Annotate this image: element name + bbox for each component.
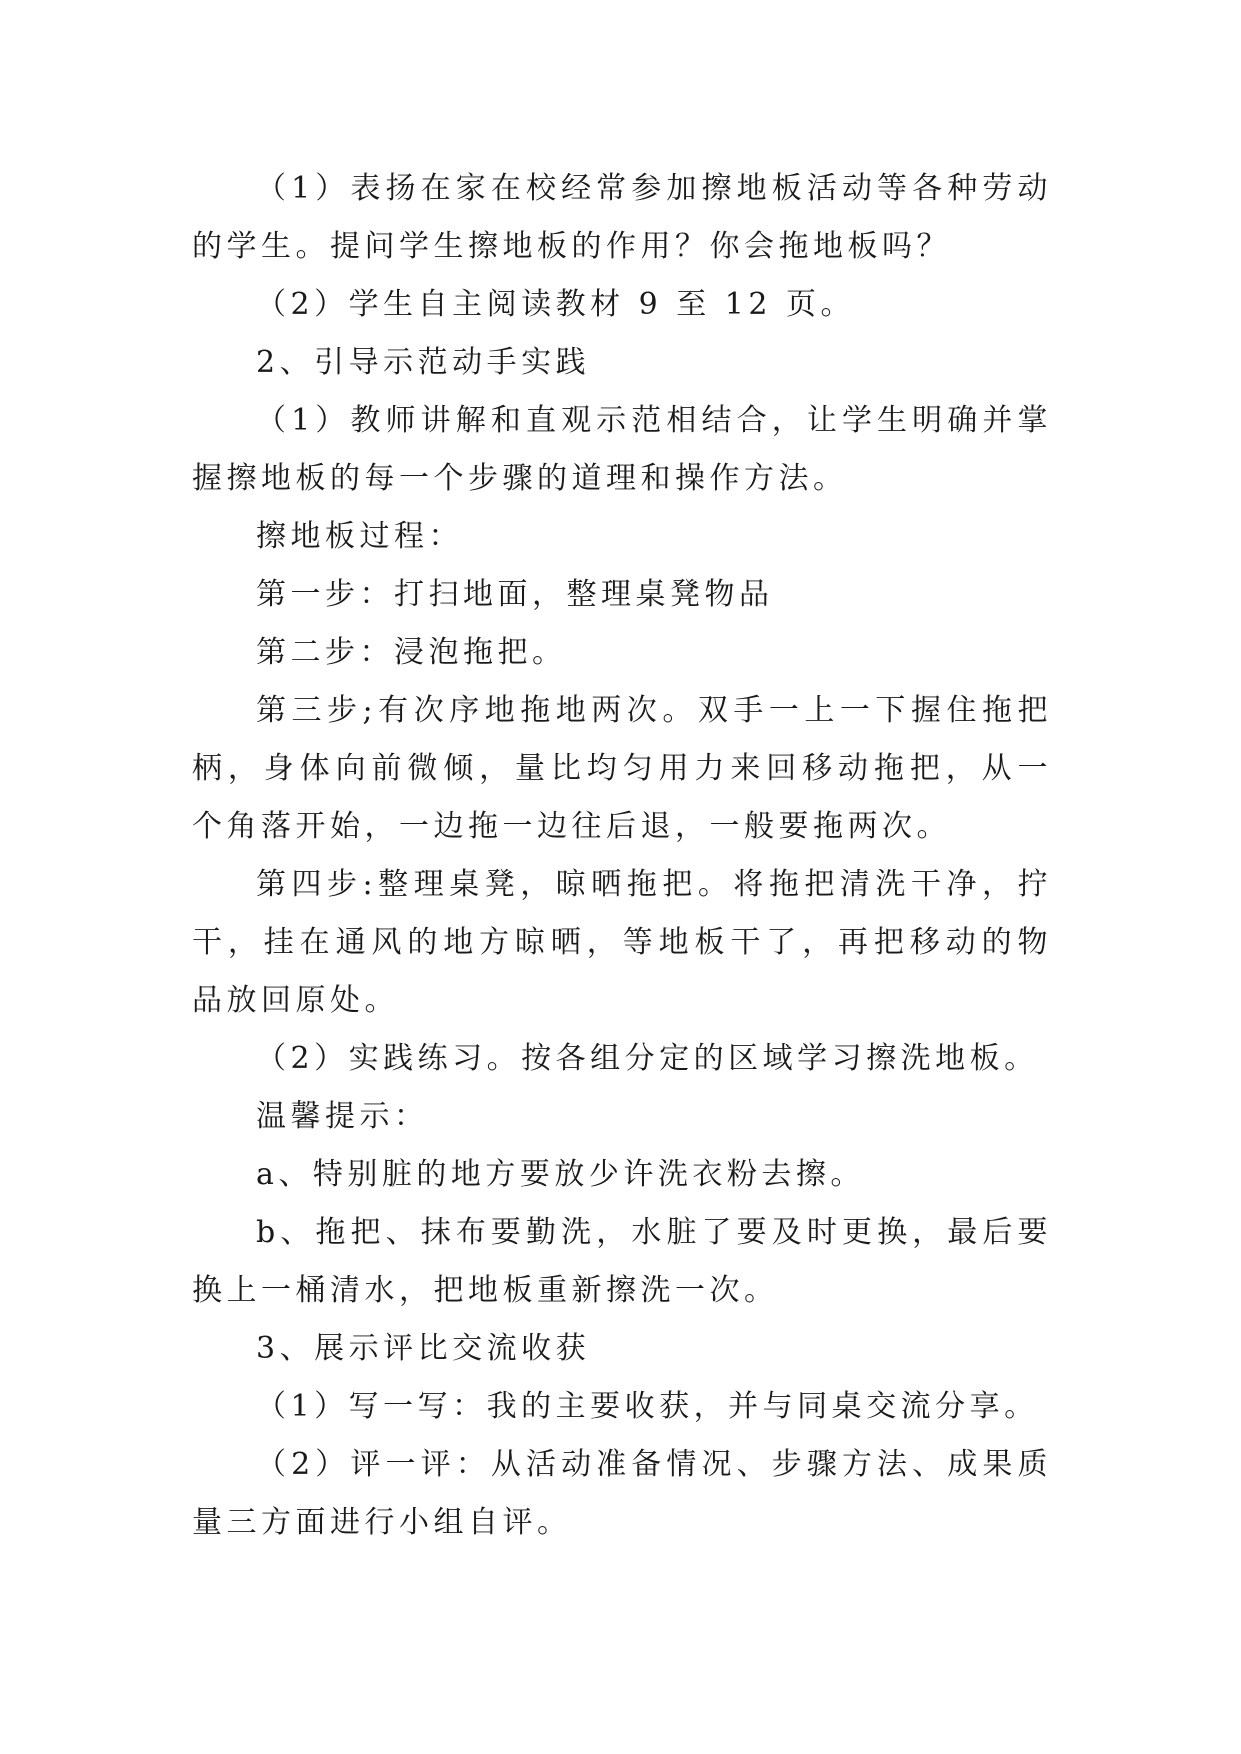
paragraph-praise-students: （1）表扬在家在校经常参加擦地板活动等各种劳动的学生。提问学生擦地板的作用？你会拖地板吗？ xyxy=(192,171,1052,264)
paragraph-process-label: 擦地板过程： xyxy=(256,519,463,554)
paragraph-write: （1）写一写：我的主要收获，并与同桌交流分享。 xyxy=(256,1389,1039,1424)
section-heading-showcase: 3、展示评比交流收获 xyxy=(256,1331,591,1366)
paragraph-step-four: 第四步:整理桌凳，晾晒拖把。将拖把清洗干净，拧干，挂在通风的地方晾晒，等地板干了，再把移动的物品放回原处。 xyxy=(192,867,1052,1018)
paragraph-step-one: 第一步：打扫地面，整理桌凳物品 xyxy=(256,577,774,612)
paragraph-self-reading: （2）学生自主阅读教材 9 至 12 页。 xyxy=(256,287,855,322)
paragraph-step-two: 第二步：浸泡拖把。 xyxy=(256,635,567,670)
document-body xyxy=(192,160,1052,1552)
paragraph-tip-b: b、拖把、抹布要勤洗，水脏了要及时更换，最后要换上一桶清水，把地板重新擦洗一次。 xyxy=(192,1215,1052,1308)
paragraph-teacher-demo: （1）教师讲解和直观示范相结合，让学生明确并掌握擦地板的每一个步骤的道理和操作方法。 xyxy=(192,403,1052,496)
paragraph-evaluate: （2）评一评：从活动准备情况、步骤方法、成果质量三方面进行小组自评。 xyxy=(192,1447,1052,1540)
paragraph-tip-a: a、特别脏的地方要放少许洗衣粉去擦。 xyxy=(256,1157,865,1192)
paragraph-practice: （2）实践练习。按各组分定的区域学习擦洗地板。 xyxy=(256,1041,1039,1076)
paragraph-step-three: 第三步;有次序地拖地两次。双手一上一下握住拖把柄，身体向前微倾，量比均匀用力来回移动拖把，从一个角落开始，一边拖一边往后退，一般要拖两次。 xyxy=(192,693,1052,844)
section-heading-guided-demo: 2、引导示范动手实践 xyxy=(256,345,591,380)
paragraph-tips-label: 温馨提示： xyxy=(256,1099,429,1134)
